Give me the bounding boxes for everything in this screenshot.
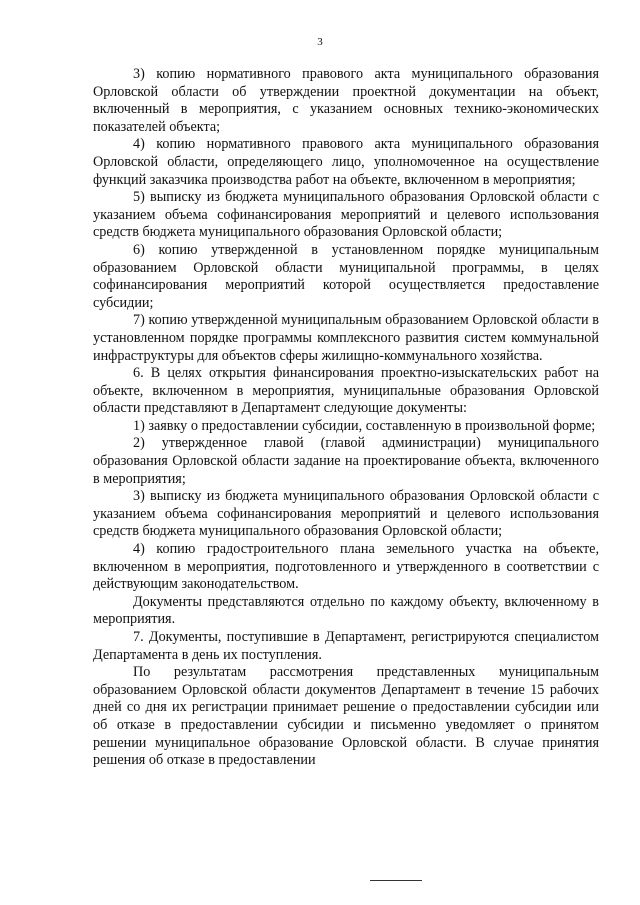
- paragraph: 4) копию нормативного правового акта муниципального образования Орловской области, определяющего лицо, уполномоченное на осуществление функций заказчика производства работ на объекте, включенном в мероприятия;: [93, 136, 599, 188]
- paragraph: 7. Документы, поступившие в Департамент, регистрируются специалистом Департамента в день их поступления.: [93, 629, 599, 663]
- paragraph: 3) копию нормативного правового акта муниципального образования Орловской области об утверждении проектной документации на объект, включенный в мероприятия, с указанием основных технико-экономических показателей объекта;: [93, 66, 599, 135]
- paragraph: 3) выписку из бюджета муниципального образования Орловской области с указанием объема софинансирования мероприятий и целевого использования средств бюджета муниципального образования Орловской области;: [93, 488, 599, 540]
- paragraph: 4) копию градостроительного плана земельного участка на объекте, включенном в мероприятия, подготовленного и утвержденного в соответствии с действующим законодательством.: [93, 541, 599, 593]
- paragraph: 1) заявку о предоставлении субсидии, составленную в произвольной форме;: [133, 417, 596, 434]
- paragraph: По результатам рассмотрения представленных муниципальным образованием Орловской области документов Департамент в течение 15 рабочих дней со дня их регистрации принимает решение о предоставлении субсидии или об отказе в предоставлении субсидии и письменно уведомляет о принятом решении муниципальное образование Орловской области. В случае принятия решения об отказе в предоставлении: [93, 664, 599, 769]
- paragraph: Документы представляются отдельно по каждому объекту, включенному в мероприятия.: [93, 593, 599, 628]
- paragraph: 5) выписку из бюджета муниципального образования Орловской области с указанием объема софинансирования мероприятий и целевого использования средств бюджета муниципального образования Орловской области;: [93, 189, 599, 241]
- paragraph: 6. В целях открытия финансирования проектно-изыскательских работ на объекте, включенном в мероприятия, муниципальные образования Орловской области представляют в Департамент следующие документы:: [93, 365, 599, 417]
- footer-divider: [370, 880, 422, 881]
- paragraph: 6) копию утвержденной в установленном порядке муниципальным образованием Орловской области муниципальной программы, в целях софинансирования мероприятий которой осуществляется предоставление субсидии;: [93, 241, 599, 311]
- document-body: [93, 66, 599, 770]
- page-number: 3: [317, 36, 323, 48]
- paragraph: 7) копию утвержденной муниципальным образованием Орловской области в установленном порядке программы комплексного развития систем коммунальной инфраструктуры для объектов сферы жилищно-коммунального хозяйства.: [93, 312, 599, 364]
- paragraph: 2) утвержденное главой (главой администрации) муниципального образования Орловской области задание на проектирование объекта, включенного в мероприятия;: [93, 435, 599, 487]
